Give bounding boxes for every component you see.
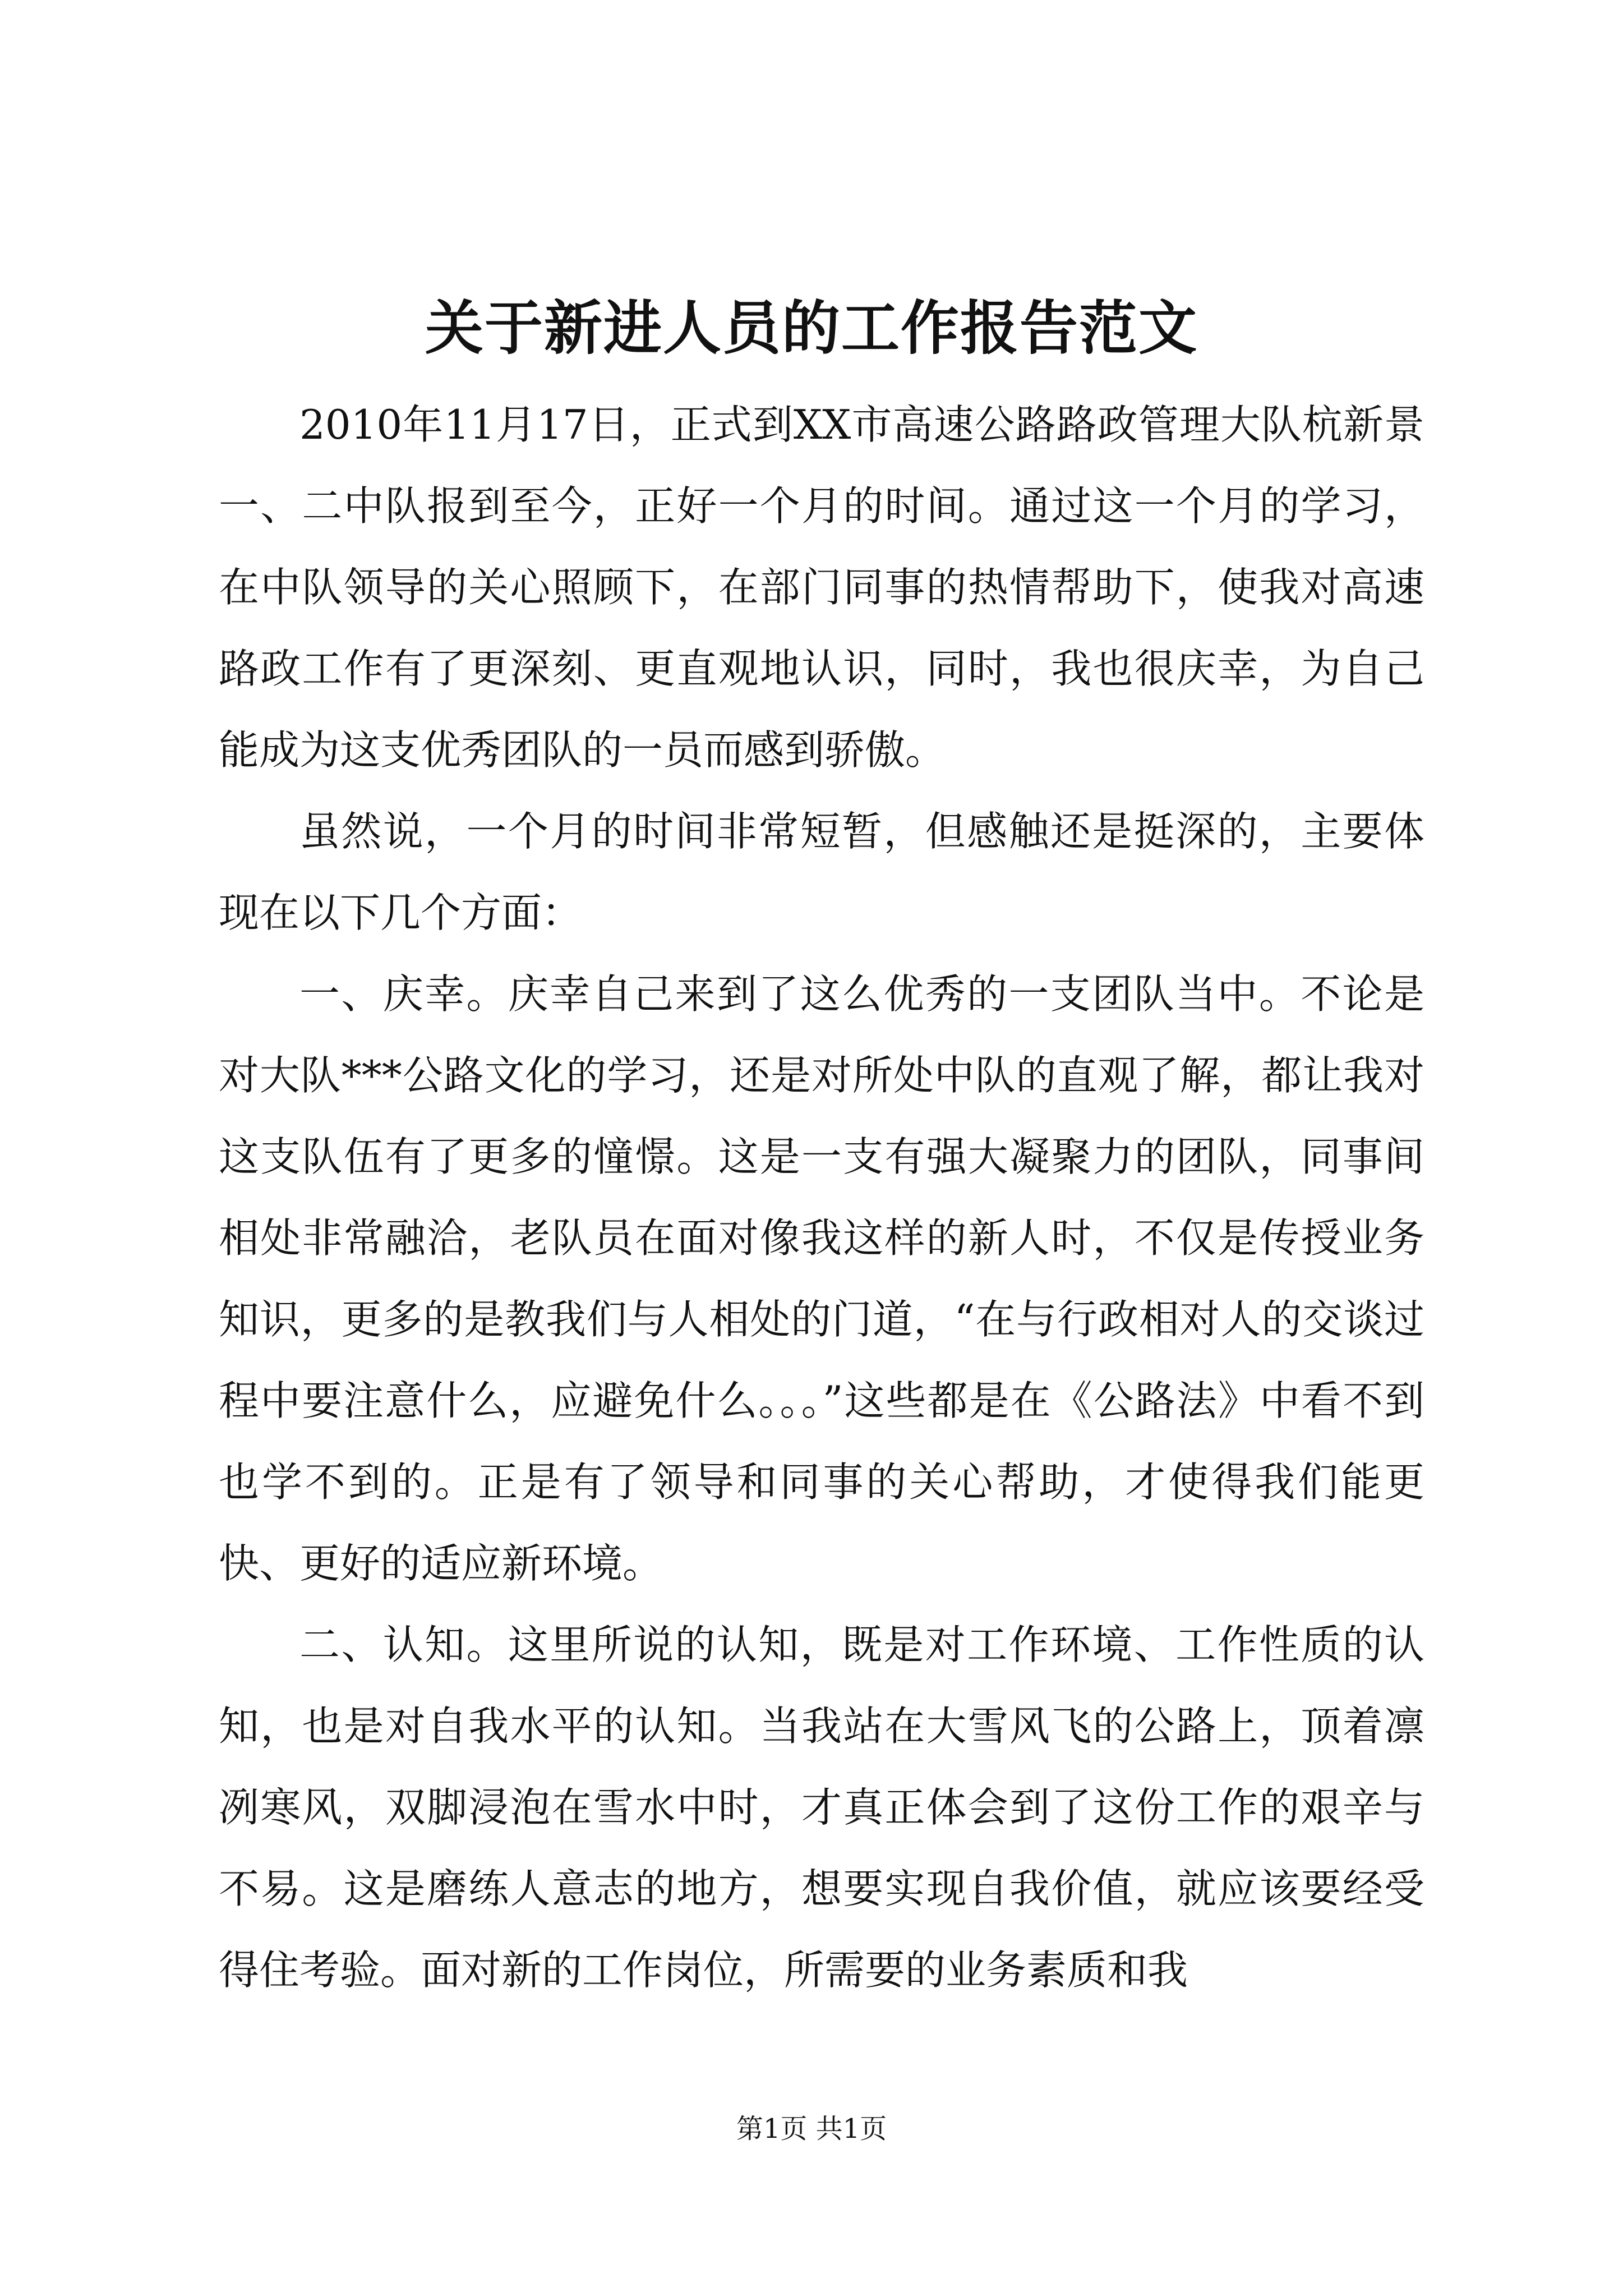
document-title: 关于新进人员的工作报告范文: [425, 293, 1198, 362]
paragraph-2: 虽然说，一个月的时间非常短暂，但感触还是挺深的，主要体现在以下几个方面：: [219, 808, 1424, 936]
page-footer: 第1页 共1页: [736, 2113, 887, 2145]
paragraph-1: 2010年11月17日，正式到XX市高速公路路政管理大队杭新景一、二中队报到至今，正好一个月的时间。通过这一个月的学习，在中队领导的关心照顾下，在部门同事的热情帮助下，使我对高速路政工作有了更深刻、更直观地认识，同时，我也很庆幸，为自己能成为这支优秀团队的一员而感到骄傲。: [219, 401, 1424, 774]
paragraph-4: 二、认知。这里所说的认知，既是对工作环境、工作性质的认知，也是对自我水平的认知。当我站在大雪风飞的公路上，顶着凛冽寒风，双脚浸泡在雪水中时，才真正体会到了这份工作的艰辛与不易。这是磨练人意志的地方，想要实现自我价值，就应该要经受得住考验。面对新的工作岗位，所需要的业务素质和我: [219, 1621, 1424, 1994]
paragraph-3: 一、庆幸。庆幸自己来到了这么优秀的一支团队当中。不论是对大队***公路文化的学习，还是对所处中队的直观了解，都让我对这支队伍有了更多的憧憬。这是一支有强大凝聚力的团队，同事间相处非常融洽，老队员在面对像我这样的新人时，不仅是传授业务知识，更多的是教我们与人相处的门道，“在与行政相对人的交谈过程中要注意什么，应避免什么。。。”这些都是在《公路法》中看不到也学不到的。正是有了领导和同事的关心帮助，才使得我们能更快、更好的适应新环境。: [219, 970, 1424, 1587]
document-body: [219, 384, 1424, 2011]
